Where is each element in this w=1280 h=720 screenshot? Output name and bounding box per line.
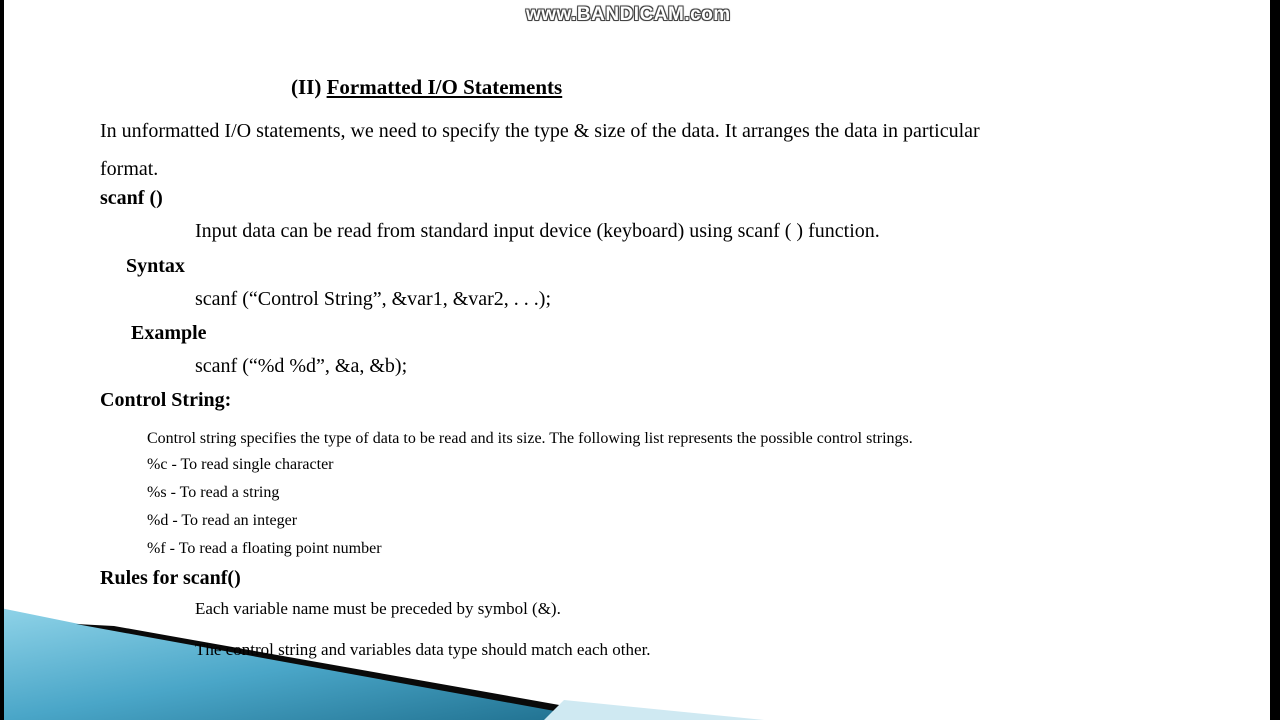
control-text: To read single character xyxy=(180,456,334,473)
control-text: To read a string xyxy=(179,484,280,501)
scanf-heading: scanf () xyxy=(100,187,163,209)
slide-title xyxy=(291,75,562,100)
control-string-heading: Control String: xyxy=(100,389,232,411)
control-string-description: Control string specifies the type of data to be read and its size. The following list represents the possible control strings. xyxy=(147,430,913,447)
control-item: %s - To read a string xyxy=(147,484,280,501)
control-code: %c xyxy=(147,456,168,473)
scanf-description: Input data can be read from standard input device (keyboard) using scanf ( ) function. xyxy=(195,220,880,242)
control-code: %f xyxy=(147,540,166,557)
control-item: %d - To read an integer xyxy=(147,512,298,529)
intro-line-1: In unformatted I/O statements, we need to specify the type & size of the data. It arranges the data in particular xyxy=(100,120,980,142)
intro-line-2: format. xyxy=(100,158,159,180)
control-item: %c - To read single character xyxy=(147,456,334,473)
rules-heading: Rules for scanf() xyxy=(100,567,241,589)
control-code: %d xyxy=(147,512,169,529)
band-light xyxy=(544,700,764,720)
control-text: To read a floating point number xyxy=(178,540,382,557)
syntax-code: scanf (“Control String”, &var1, &var2, . . .); xyxy=(195,288,552,310)
example-heading: Example xyxy=(131,322,207,344)
slide xyxy=(4,0,1270,720)
control-item: %f - To read a floating point number xyxy=(147,540,382,557)
control-code: %s xyxy=(147,484,167,501)
title-prefix: (II) xyxy=(291,75,322,99)
rule-item: The control string and variables data type should match each other. xyxy=(195,640,651,659)
control-text: To read an integer xyxy=(181,512,298,529)
recording-watermark: www.BANDICAM.com xyxy=(526,4,731,25)
rule-item: Each variable name must be preceded by symbol (&). xyxy=(195,599,561,618)
decorative-band xyxy=(4,0,1270,720)
syntax-heading: Syntax xyxy=(126,255,185,277)
example-code: scanf (“%d %d”, &a, &b); xyxy=(195,355,408,377)
title-main: Formatted I/O Statements xyxy=(326,75,563,99)
